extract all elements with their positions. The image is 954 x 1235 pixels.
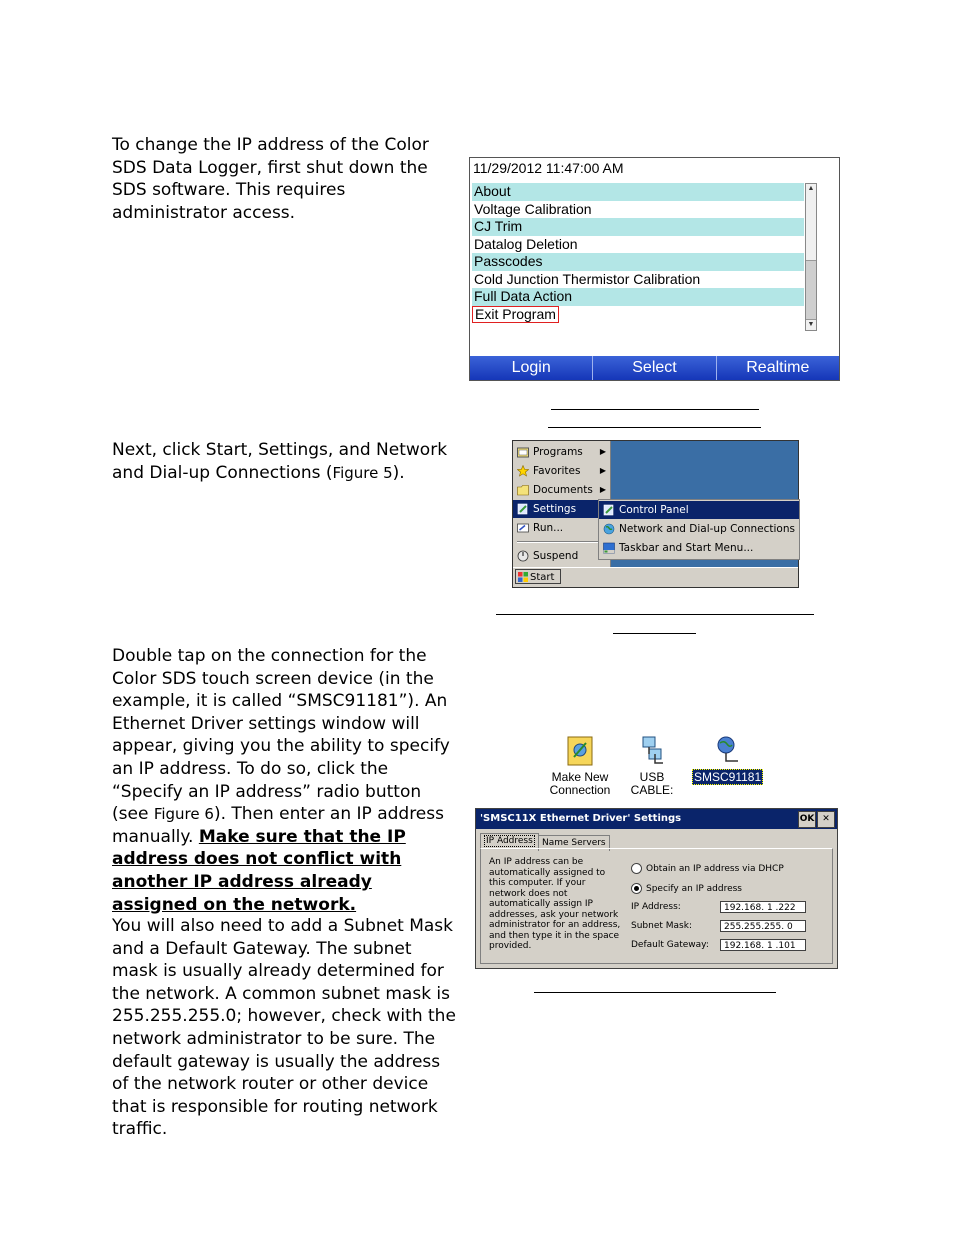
make-new-connection-icon bbox=[565, 735, 595, 767]
radio-unchecked-icon bbox=[631, 863, 642, 874]
start-menu-item-suspend[interactable] bbox=[513, 547, 610, 565]
instruction-paragraph-3 bbox=[112, 645, 457, 916]
ok-button[interactable]: OK bbox=[798, 811, 816, 828]
subnet-mask-field[interactable]: 255.255.255. 0 bbox=[720, 920, 806, 932]
menu-label: Suspend bbox=[533, 550, 579, 562]
menu-item-cold-junction-thermistor-calibration[interactable]: Cold Junction Thermistor Calibration bbox=[474, 270, 701, 287]
obtain-dhcp-radio[interactable] bbox=[631, 863, 784, 874]
run-icon bbox=[517, 522, 529, 534]
menu-item-about[interactable]: About bbox=[472, 183, 804, 201]
login-button[interactable]: Login bbox=[470, 356, 593, 380]
menu-list bbox=[472, 183, 804, 323]
start-menu-item-settings[interactable] bbox=[513, 500, 610, 518]
caption-rule bbox=[548, 427, 761, 428]
suspend-icon bbox=[517, 550, 529, 562]
instruction-text: Next, click Start, Settings, and Network and Dial-up Connections ( bbox=[112, 440, 448, 483]
ip-address-field[interactable]: 192.168. 1 .222 bbox=[720, 901, 806, 913]
ethernet-connection-icon bbox=[712, 735, 742, 767]
start-menu-item-favorites[interactable] bbox=[513, 462, 610, 480]
dialog-title: 'SMSC11X Ethernet Driver' Settings bbox=[480, 813, 682, 824]
menu-item-exit-program-row[interactable] bbox=[472, 306, 804, 324]
tab-label: IP Address bbox=[486, 836, 533, 846]
submenu-arrow-icon: ▶ bbox=[599, 485, 606, 494]
smsc91181-connection-shortcut[interactable] bbox=[692, 735, 762, 784]
submenu-item-taskbar-start-menu[interactable] bbox=[599, 539, 799, 557]
settings-submenu bbox=[598, 499, 800, 560]
menu-label: Favorites bbox=[533, 465, 581, 477]
start-menu-item-documents[interactable] bbox=[513, 481, 610, 499]
instruction-text: ). Then enter an IP address manually. bbox=[112, 804, 444, 847]
make-new-connection-shortcut[interactable] bbox=[545, 735, 615, 797]
documents-folder-icon bbox=[517, 484, 529, 496]
default-gateway-field[interactable]: 192.168. 1 .101 bbox=[720, 939, 806, 951]
icon-label: SMSC91181 bbox=[694, 770, 762, 784]
programs-icon bbox=[517, 446, 529, 458]
network-globe-icon bbox=[603, 523, 615, 535]
menu-label: Control Panel bbox=[619, 504, 689, 516]
menu-item-full-data-action[interactable]: Full Data Action bbox=[472, 288, 804, 306]
instruction-text: Double tap on the connection for the Color SDS touch screen device (in the example, it is called “SMSC91181”). An Ethernet Driver settings window will appear, giving you the ability to specify an IP address. To do so, click the “Specify an IP address” radio button (see bbox=[112, 646, 450, 825]
submenu-arrow-icon: ▶ bbox=[599, 466, 606, 475]
submenu-arrow-icon: ▶ bbox=[599, 447, 606, 456]
help-text: An IP address can be automatically assigned to this computer. If your network does not automatically assign IP addresses, ask your network administrator for an address, and then type it in the space provided. bbox=[489, 857, 621, 951]
start-menu bbox=[513, 441, 611, 568]
menu-separator bbox=[517, 541, 606, 543]
usb-cable-connection-shortcut[interactable] bbox=[619, 735, 685, 797]
radio-checked-icon bbox=[631, 883, 642, 894]
taskbar bbox=[513, 567, 798, 587]
instruction-paragraph-2 bbox=[112, 439, 457, 484]
subnet-mask-label: Subnet Mask: bbox=[631, 921, 692, 931]
scroll-thumb[interactable] bbox=[806, 260, 816, 320]
submenu-item-control-panel[interactable] bbox=[599, 501, 799, 519]
tab-label: Name Servers bbox=[542, 838, 606, 848]
scroll-up-icon[interactable]: ▲ bbox=[807, 185, 815, 192]
dialog-titlebar bbox=[476, 809, 837, 829]
specify-ip-radio[interactable] bbox=[631, 883, 742, 894]
instruction-text: You will also need to add a Subnet Mask and a Default Gateway. The subnet mask is usually already determined for the network. A common subnet mask is 255.255.255.0; however, check with the network administrator to be sure. The default gateway is usually the address of the network router or other device that is responsible for routing network traffic. bbox=[112, 916, 456, 1140]
icon-label: Connection bbox=[549, 783, 611, 797]
settings-icon bbox=[517, 503, 529, 515]
start-menu-screenshot bbox=[512, 440, 799, 588]
menu-label: Network and Dial-up Connections bbox=[619, 523, 795, 535]
menu-item-datalog-deletion[interactable]: Datalog Deletion bbox=[474, 235, 578, 252]
control-panel-icon bbox=[603, 504, 615, 516]
menu-label: Documents bbox=[533, 484, 593, 496]
caption-rule bbox=[534, 992, 776, 993]
radio-label: Obtain an IP address via DHCP bbox=[646, 864, 784, 874]
close-icon[interactable]: ✕ bbox=[817, 811, 835, 828]
menu-label: Run... bbox=[533, 522, 564, 534]
caption-rule bbox=[496, 614, 814, 615]
favorites-star-icon bbox=[517, 465, 529, 477]
ip-address-panel bbox=[480, 848, 833, 964]
caption-rule bbox=[613, 633, 696, 634]
figure-reference[interactable]: Figure 6 bbox=[153, 805, 214, 824]
select-button[interactable]: Select bbox=[593, 356, 716, 380]
realtime-button[interactable]: Realtime bbox=[717, 356, 839, 380]
instruction-text: To change the IP address of the Color SDS Data Logger, first shut down the SDS software. This requires administrator access. bbox=[112, 135, 429, 223]
ip-conflict-warning: Make sure that the IP address does not conflict with another IP address already assigned on the network. bbox=[112, 826, 406, 915]
start-menu-item-programs[interactable] bbox=[513, 443, 610, 461]
instruction-paragraph-4 bbox=[112, 915, 457, 1141]
figure-reference[interactable]: Figure 5 bbox=[332, 463, 393, 482]
start-label: Start bbox=[530, 572, 555, 583]
menu-timestamp: 11/29/2012 11:47:00 AM bbox=[473, 160, 624, 176]
menu-item-cj-trim[interactable]: CJ Trim bbox=[472, 218, 804, 236]
menu-item-exit-program[interactable]: Exit Program bbox=[472, 306, 559, 323]
instruction-text: ). bbox=[392, 462, 405, 483]
usb-cable-connection-icon bbox=[637, 735, 667, 767]
menu-item-voltage-calibration[interactable]: Voltage Calibration bbox=[474, 200, 592, 217]
start-button[interactable] bbox=[515, 569, 561, 584]
menu-item-passcodes[interactable]: Passcodes bbox=[472, 253, 804, 271]
menu-scrollbar[interactable] bbox=[805, 183, 817, 331]
menu-label: Settings bbox=[533, 503, 577, 515]
instruction-paragraph-1 bbox=[112, 134, 457, 224]
icon-label: Make New bbox=[551, 770, 609, 784]
softkey-bar bbox=[470, 356, 839, 380]
windows-logo-icon bbox=[518, 572, 528, 582]
radio-label: Specify an IP address bbox=[646, 884, 742, 894]
caption-rule bbox=[551, 409, 759, 410]
ip-address-label: IP Address: bbox=[631, 902, 681, 912]
taskbar-icon bbox=[603, 542, 615, 554]
start-menu-item-run[interactable] bbox=[513, 519, 610, 537]
sds-menu-screenshot bbox=[469, 157, 840, 381]
ethernet-driver-settings-dialog bbox=[475, 808, 838, 969]
menu-label: Taskbar and Start Menu... bbox=[619, 542, 754, 554]
icon-label: USB CABLE: bbox=[630, 770, 674, 797]
scroll-down-icon[interactable]: ▼ bbox=[807, 321, 815, 328]
submenu-item-network-dialup[interactable] bbox=[599, 520, 799, 538]
menu-label: Programs bbox=[533, 446, 583, 458]
default-gateway-label: Default Gateway: bbox=[631, 940, 709, 950]
